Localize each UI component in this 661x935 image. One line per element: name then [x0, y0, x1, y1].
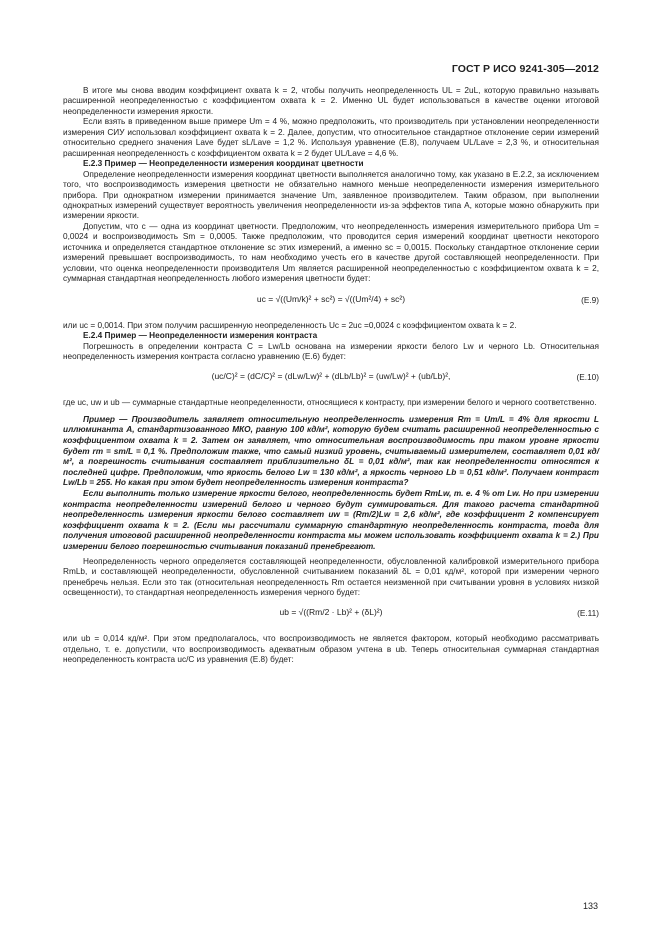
equation-e11-number: (Е.11): [577, 609, 599, 619]
paragraph-where-definitions: где uc, uw и ub — суммарные стандартные неопределенности, относящиеся к контрасту, при измерении белого и черного соответственно.: [63, 398, 597, 408]
equation-e11: [63, 601, 599, 631]
paragraph-expanded-uncertainty: или uc = 0,0014. При этом получим расширенную неопределенность Uc = 2uc =0,0024 с коэффициентом охвата k = 2.: [63, 320, 517, 330]
page-number: 133: [582, 901, 598, 911]
section-heading-e23: Е.2.3 Пример — Неопределенности измерения координат цветности: [83, 159, 364, 169]
equation-e10-formula: (uc/C)² = (dC/C)² = (dLw/Lw)² + (dLb/Lb)² = (uw/Lw)² + (ub/Lb)²,: [211, 371, 451, 382]
equation-e10-number: (Е.10): [576, 373, 599, 383]
example-contrast-part1: Пример — Производитель заявляет относительную неопределенность измерения Rm = Um/L = 4% для яркости L иллюминанта A, стандартизованного МКО, равную 100 кд/м², которую будем считать расширенной неопределенностью с коэффициентом охвата k = 2. Затем он заявляет, что относительная воспроизводимость при таком уровне яркости будет rm = sm/L = 0,1 %. Предположим также, что самый низкий уровень, считываемый измерителем, составляет 0,01 кд/м², а погрешность считывания составляет приблизительно δL = 0,01 кд/м², так как неопределенности относятся к последней цифре. Предположим, что яркость белого Lw = 130 кд/м², а яркость черного Lb = 0,51 кд/м². Получаем контраст Lw/Lb = 255. Но какая при этом будет неопределенность измерения контраста?: [63, 413, 599, 488]
equation-e9: [63, 288, 599, 318]
page-body: [63, 86, 599, 666]
paragraph-contrast: Погрешность в определении контраста C = Lw/Lb основана на измерении яркости белого Lw и черного Lb. Относительная неопределенность измерения контраста согласно уравнению (Е.6) будет:: [63, 341, 599, 361]
paragraph-chromaticity-example: Допустим, что c — одна из координат цветности. Предположим, что неопределенность измерения измерительного прибора Um = 0,0024 и воспроизводимость Sm = 0,0005. Также предположим, что проводится серия измерений координат цветности некоторого источника и определяется стандартное отклонение sc этих измерений, а именно sc = 0,0015. Поскольку стандартное отклонение серии измерений превышает воспроизводимость, то нам необходимо учесть его в качестве другой составляющей неопределенности. При условии, что оценка неопределенности производителя Um является расширенной неопределенностью с коэффициентом охвата k = 2, суммарная стандартная неопределенность любого измерения цветности будет:: [63, 221, 599, 284]
paragraph-relative-uncertainty: или ub = 0,014 кд/м². При этом предполагалось, что воспроизводимость не является фактором, который необходимо рассматривать отдельно, т. е. допустили, что воспроизводимость адекватным образом учтена в ub. Теперь относительная суммарная стандартная неопределенность контраста uc/C из уравнения (Е.8) будет:: [63, 634, 599, 665]
equation-e11-formula: ub = √((Rm/2 · Lb)² + (δL)²): [279, 607, 383, 618]
equation-e9-number: (Е.9): [581, 295, 599, 305]
equation-e9-formula: uc = √((Um/k)² + sc²) = √((Um²/4) + sc²): [256, 293, 406, 304]
equation-e10: [63, 365, 599, 395]
document-header: ГОСТ Р ИСО 9241-305—2012: [451, 63, 599, 75]
example-contrast-part2: Если выполнить только измерение яркости белого, неопределенность будет RmLw, т. е. 4 % от Lw. Но при измерении контраста неопределенности измерений белого и черного будут суммироваться. Для такого расчета стандартной неопределенность измерения яркости белого составляет uw = (Rm/2)Lw = 2,6 кд/м², где коэффициент 2 компенсирует коэффициент охвата k = 2. (Если мы рассчитали суммарную стандартную неопределенность контраста, тогда для получения итоговой расширенной неопределенности контраста мы можем использовать коэффициент охвата k = 2.) При измерении белого погрешностью считывания показаний пренебрегают.: [63, 488, 599, 551]
section-heading-e24: Е.2.4 Пример — Неопределенности измерения контраста: [83, 331, 318, 341]
paragraph-black-uncertainty: Неопределенность черного определяется составляющей неопределенности, обусловленной калибровкой измерительного прибора RmLb, и составляющей неопределенности, обусловленной считыванием показаний δL = 0,01 кд/м², которой при измерении черного пренебречь нельзя. Если это так (относительная неопределенность Rm остается неизменной при считывании уровня в условиях низкой освещенности), то стандартная неопределенность измерения черного будет:: [63, 556, 599, 597]
paragraph-coverage-factor: В итоге мы снова вводим коэффициент охвата k = 2, чтобы получить неопределенность UL = 2uL, которую правильно называть расширенной неопределенностью с коэффициентом охвата k = 2. Именно UL будет использоваться в качестве оценки итоговой неопределенности измерения яркости.: [63, 86, 599, 116]
paragraph-chromaticity: Определение неопределенности измерения координат цветности выполняется аналогично тому, как указано в Е.2.2, за исключением того, что воспроизводимость измерения цветности не обязательно намного меньше неопределенности измерения измерительного прибора. При однократном измерении принимается значение Um, заявленное производителем. Таким образом, при выполнении однократных измерений существует вероятность увеличения неопределенности из-за эффектов типа А, которые можно обнаружить при измерении яркости.: [63, 169, 599, 221]
paragraph-luminance-example: Если взять в приведенном выше примере Um = 4 %, можно предположить, что производитель при установлении неопределенности измерения СИУ использовал коэффициент охвата k = 2. Далее, допустим, что относительное стандартное отклонение серии измерений относительно среднего значения Lave будет sL/Lave = 1,2 %. Используя уравнение (Е.8), получаем UL/Lave = 2,3 %, и относительная расширенная неопределенность с коэффициентом охвата k = 2 будет UL/Lave = 4,6 %.: [63, 117, 599, 158]
